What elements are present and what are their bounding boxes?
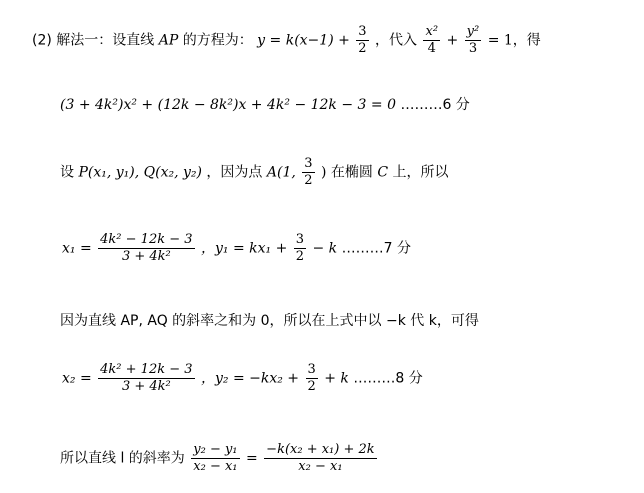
fraction-x2: $\frac{\text{4k² + 12k − 3}}{\text{3 + 4k²}}$ — [100, 362, 193, 394]
line-equation: y = k(x−1) + — [257, 32, 350, 49]
fraction-x1: $\frac{\text{4k² − 12k − 3}}{\text{3 + 4k²}}$ — [100, 232, 193, 264]
line-ap-name: AP — [158, 32, 179, 49]
line-x2-y2: x₂ = $\frac{\text{4k² + 12k − 3}}{\text{3 + 4k²}}$ ，y₂ = −kx₂ + $\frac{3}{2}$ + k ………8 分 — [62, 362, 423, 394]
line-quadratic — [60, 96, 470, 114]
part-label: (2) 解法一：设直线 — [32, 32, 155, 49]
fraction-x2-over-4: $\frac{\text{x²}}{4}$ — [425, 24, 439, 56]
fraction-slope-2: $\frac{\text{−k(x₂ + x₁) + 2k}}{\text{x₂ − x₁}}$ — [266, 442, 375, 474]
fraction-3-over-2: $\frac{3}{2}$ — [307, 362, 316, 394]
point-a: A(1, — [266, 164, 296, 181]
fraction-slope-1: $\frac{\text{y₂ − y₁}}{\text{x₂ − x₁}}$ — [193, 442, 238, 474]
score-7: ………7 分 — [341, 240, 411, 257]
line-let-points: 设 P(x₁, y₁), Q(x₂, y₂) ，因为点 A(1, $\frac{3}{2}$ ) 在椭圆 C 上，所以 — [60, 156, 449, 188]
fraction-3-over-2: $\frac{3}{2}$ — [304, 156, 313, 188]
slope-text: 所以直线 l 的斜率为 — [60, 450, 185, 467]
ellipse-eq-tail: = 1，得 — [487, 32, 541, 49]
score-8: ………8 分 — [353, 370, 423, 387]
line-slope-l: 所以直线 l 的斜率为 $\frac{\text{y₂ − y₁}}{\text{x₂ − x₁}}$ = $\frac{\text{−k(x₂ + x₁) + 2k}}{\text{x₂ − x₁}}$ — [60, 442, 375, 474]
points-pq: P(x₁, y₁), Q(x₂, y₂) — [78, 164, 202, 181]
line-x1-y1: x₁ = $\frac{\text{4k² − 12k − 3}}{\text{3 + 4k²}}$ ，y₁ = kx₁ + $\frac{3}{2}$ − k ………7 分 — [62, 232, 411, 264]
line-method-intro: (2) 解法一：设直线 AP 的方程为： y = k(x−1) + $\frac{3}{2}$ ，代入 $\frac{\text{x²}}{4}$ + $\frac{\text{y²}}{3}$ = 1，得 — [32, 24, 541, 56]
eq-intro: 的方程为： — [182, 32, 253, 49]
substitute-text: ，代入 — [375, 32, 418, 49]
fraction-3-over-2: $\frac{3}{2}$ — [358, 24, 367, 56]
fraction-y2-over-3: $\frac{\text{y²}}{3}$ — [466, 24, 480, 56]
ellipse-c: C — [377, 164, 389, 181]
quadratic-equation: (3 + 4k²)x² + (12k − 8k²)x + 4k² − 12k − 3 = 0 — [60, 97, 396, 113]
score-6: ………6 分 — [400, 97, 470, 113]
slope-sum-text: 因为直线 AP, AQ 的斜率之和为 0，所以在上式中以 −k 代 k，可得 — [60, 313, 479, 329]
line-slope-sum — [60, 312, 479, 330]
fraction-3-over-2: $\frac{3}{2}$ — [295, 232, 305, 264]
